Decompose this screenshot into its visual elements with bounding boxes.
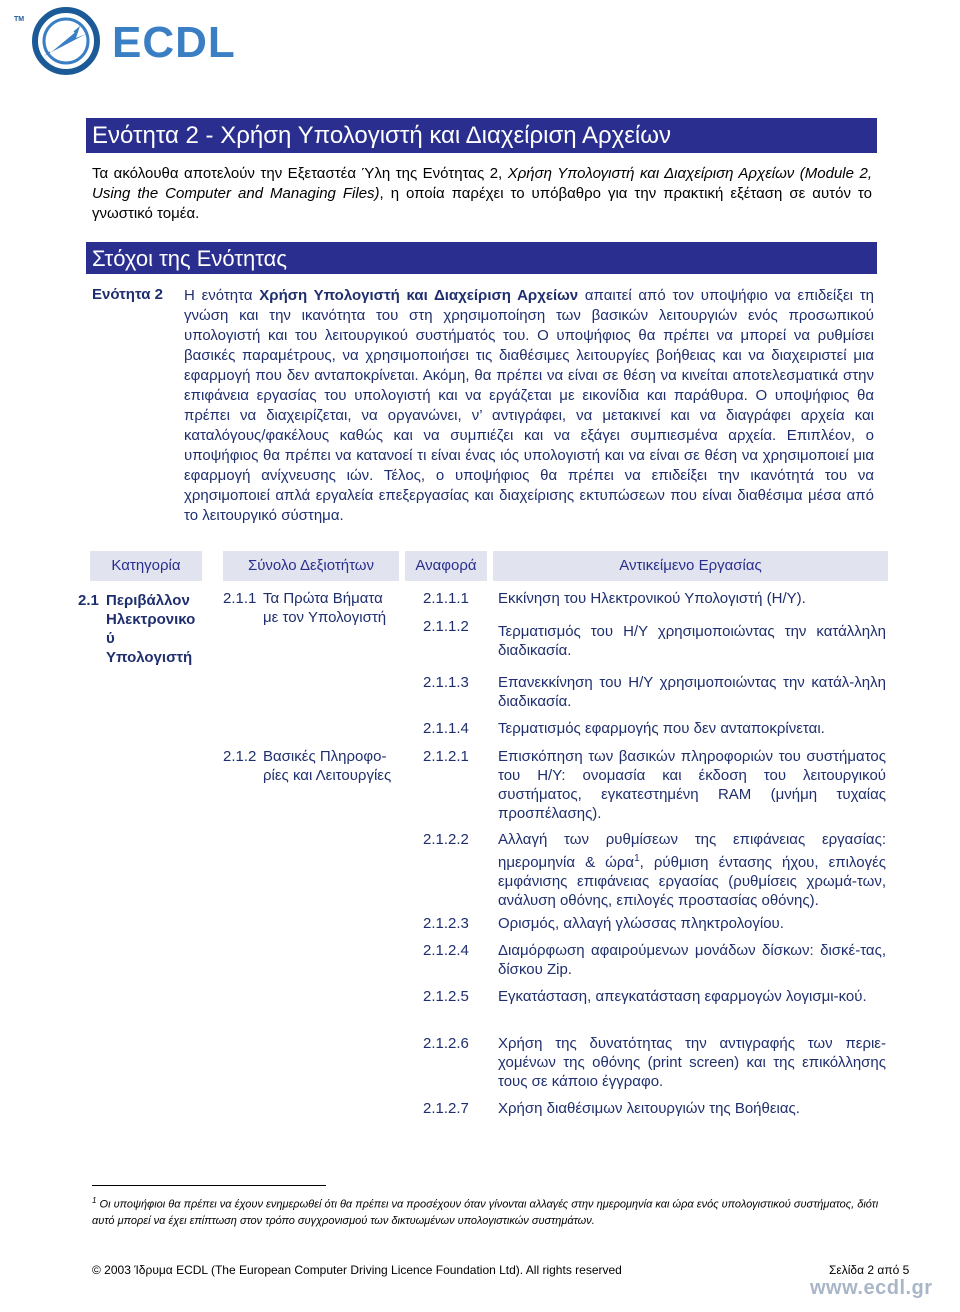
footnote-separator xyxy=(92,1185,326,1186)
intro-paragraph xyxy=(92,164,872,224)
header-skill-set: Σύνολο Δεξιοτήτων xyxy=(223,551,399,581)
task-cell: Επανεκκίνηση του Η/Υ χρησιμοποιώντας την κατάλ-ληλη διαδικασία. xyxy=(498,674,886,710)
reference-cell: 2.1.1.1 xyxy=(423,590,469,607)
task-cell: Εγκατάσταση, απεγκατάσταση εφαρμογών λογισμι-κού. xyxy=(498,988,867,1005)
unit-label: Ενότητα 2 xyxy=(92,286,163,303)
intro-suffix: , η οποία παρέχει το υπόβαθρο για την πρακτική εξέταση σε αυτόν το γνωστικό τομέα. xyxy=(92,185,872,222)
category-line: Περιβάλλον xyxy=(106,592,190,609)
task-cell: Τερματισμός εφαρμογής που δεν ανταποκρίνεται. xyxy=(498,720,825,737)
task-cell: Τερματισμός του Η/Υ χρησιμοποιώντας την κατάλληλη διαδικασία. xyxy=(498,623,886,659)
header-category: Κατηγορία xyxy=(90,551,202,581)
reference-cell: 2.1.2.3 xyxy=(423,915,469,932)
skill-set-cell xyxy=(223,589,403,627)
skill-set-name: Βασικές Πληροφο-ρίες και Λειτουργίες xyxy=(263,748,392,784)
footnote-ref[interactable]: 1 xyxy=(634,853,640,864)
skill-set-number: 2.1.2 xyxy=(223,748,257,765)
task-cell: Διαμόρφωση αφαιρούμενων μονάδων δίσκων: δισκέ-τας, δίσκου Zip. xyxy=(498,942,886,978)
reference-cell: 2.1.2.1 xyxy=(423,748,469,765)
skill-set-name: Τα Πρώτα Βήματα με τον Υπολογιστή xyxy=(263,590,387,626)
task-cell: Εκκίνηση του Ηλεκτρονικού Υπολογιστή (Η/Υ). xyxy=(498,590,806,607)
globe-arrow-icon xyxy=(24,6,108,76)
task-cell xyxy=(498,830,886,910)
category-cell xyxy=(78,591,206,667)
task-text-b: , ρύθμιση έντασης ήχου, επιλογές εμφάνισης επιφάνειας εργασίας (ρυθμίσεις χρωμά-των, ανάλυση οθόνης, επιλογές προστασίας οθόνης). xyxy=(498,854,886,909)
intro-italic: Χρήση Υπολογιστή και Διαχείριση Αρχείων (Module 2, Using the Computer and Managing Files) xyxy=(92,165,872,202)
section-title: Ενότητα 2 - Χρήση Υπολογιστή και Διαχείριση Αρχείων xyxy=(86,118,877,153)
task-cell: Επισκόπηση των βασικών πληροφοριών του συστήματος του Η/Υ: ονομασία και έκδοση του λειτουργικού συστήματος, εγκατεστημένη RAM (μνήμη τυχαίας προσπέλασης). xyxy=(498,748,886,822)
intro-prefix: Τα ακόλουθα αποτελούν την Εξεταστέα Ύλη της Ενότητας 2, xyxy=(92,165,508,182)
reference-cell: 2.1.2.7 xyxy=(423,1100,469,1117)
category-line: Υπολογιστή xyxy=(106,649,193,666)
category-number: 2.1 xyxy=(78,592,99,609)
reference-cell: 2.1.2.4 xyxy=(423,942,469,959)
unit-description xyxy=(184,286,874,526)
skill-set-number: 2.1.1 xyxy=(223,590,257,607)
copyright-text: © 2003 Ίδρυμα ECDL (The European Computer Driving Licence Foundation Ltd). All rights reserved xyxy=(92,1263,622,1277)
task-cell: Ορισμός, αλλαγή γλώσσας πληκτρολογίου. xyxy=(498,915,784,932)
reference-cell: 2.1.1.3 xyxy=(423,674,469,691)
goals-title: Στόχοι της Ενότητας xyxy=(86,242,877,274)
unit-bold: Χρήση Υπολογιστή και Διαχείριση Αρχείων xyxy=(259,287,579,304)
footnote-mark: 1 xyxy=(92,1196,97,1205)
website-url[interactable]: www.ecdl.gr xyxy=(810,1277,933,1299)
ecdl-logo xyxy=(14,6,244,76)
header-reference: Αναφορά xyxy=(405,551,487,581)
category-line: ύ xyxy=(106,630,115,647)
category-line: Ηλεκτρονικο xyxy=(106,611,196,628)
footnote xyxy=(92,1193,882,1229)
skill-set-cell xyxy=(223,747,403,785)
task-cell: Χρήση της δυνατότητας την αντιγραφής των περιε-χομένων της οθόνης (print screen) και της επικόλλησης τους σε κάποιο έγγραφο. xyxy=(498,1035,886,1090)
header-task-item: Αντικείμενο Εργασίας xyxy=(493,551,888,581)
reference-cell: 2.1.2.2 xyxy=(423,831,469,848)
reference-cell: 2.1.2.6 xyxy=(423,1035,469,1052)
trademark-mark: TM xyxy=(14,16,25,23)
reference-cell: 2.1.1.4 xyxy=(423,720,469,737)
reference-cell: 2.1.2.5 xyxy=(423,988,469,1005)
footnote-text: Οι υποψήφιοι θα πρέπει να έχουν ενημερωθεί ότι θα πρέπει να προσέχουν όταν γίνονται αλλαγές στην ημερομηνία και ώρα ενός υπολογιστικού συστήματος, διότι αυτό μπορεί να έχει επίπτωση στον τρόπο συγχρονισμού των δικτυωμένων υπολογιστικών συστημάτων. xyxy=(92,1198,879,1227)
reference-cell: 2.1.1.2 xyxy=(423,618,469,635)
task-text-a: Αλλαγή των ρυθμίσεων της επιφάνειας εργασίας: ημερομηνία & ώρα xyxy=(498,831,886,871)
task-cell: Χρήση διαθέσιμων λειτουργιών της Βοήθειας. xyxy=(498,1100,800,1117)
unit-lead: Η ενότητα xyxy=(184,287,260,304)
unit-body: απαιτεί από τον υποψήφιο να επιδείξει τη γνώση και την ικανότητα του στη χρησιμοποίηση των βασικών λειτουργιών ενός προσωπικού υπολογιστή και του λειτουργικού συστήματός του. Ο υποψήφιος θα πρέπει να μπορεί να ρυθμίσει βασικές παραμέτρους, να χρησιμοποιήσει τις διαθέσιμες λειτουργίες βοήθειας και να διαχειριστεί μια εφαρμογή που δεν ανταποκρίνεται. Ακόμη, θα πρέπει να είναι σε θέση να κινείται αποτελεσματικά στην επιφάνεια εργασίας του υπολογιστή και να εργάζεται με εικονίδια και παράθυρα. Ο υποψήφιος θα πρέπει να διαχειρίζεται, να οργανώνει, ν’ αντιγράφει, να μετακινεί και να διαγράφει αρχεία και καταλόγους/φακέλους καθώς και να συμπιέζει και να εξάγει συμπιεσμένα αρχεία. Επιπλέον, ο υποψήφιος θα πρέπει να κατανοεί τι είναι ένας ιός υπολογιστή και να είναι σε θέση να χρησιμοποιεί μια εφαρμογή ανίχνευσης ιών. Τέλος, ο υποψήφιος θα πρέπει να επιδείξει την ικανότητά του να χρησιμοποιεί απλά εργαλεία επεξεργασίας και διαχείρισης εκτυπώσεων που είναι διαθέσιμα μέσα από το λειτουργικό σύστημα. xyxy=(184,287,874,524)
page-number: Σελίδα 2 από 5 xyxy=(829,1263,910,1277)
ecdl-wordmark: ECDL xyxy=(112,18,236,67)
